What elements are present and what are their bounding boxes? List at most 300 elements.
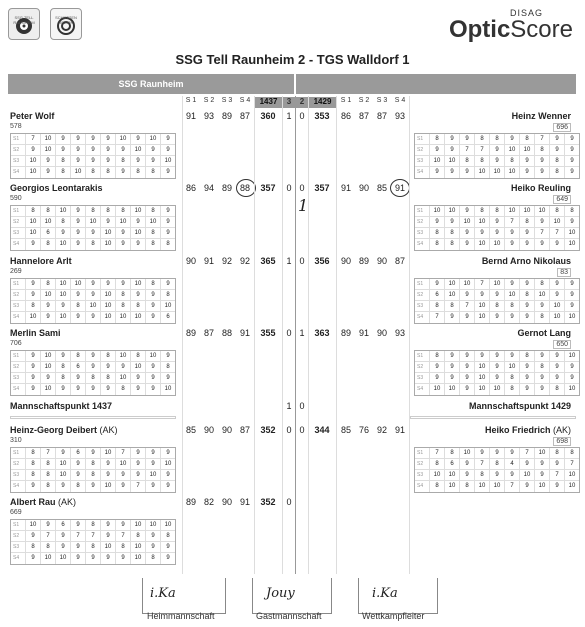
shot-cell: 7 (474, 459, 489, 469)
shot-cell: 10 (549, 217, 564, 227)
club-logo (8, 8, 40, 40)
shot-cell: 10 (444, 206, 459, 216)
shot-cell: 9 (534, 459, 549, 469)
shot-cell: 10 (25, 217, 40, 227)
shot-row (11, 156, 175, 167)
home-total: 352 (260, 425, 276, 435)
shot-cell: 10 (25, 520, 40, 530)
away-points: 0 (299, 111, 305, 121)
shot-cell: 8 (25, 459, 40, 469)
series-label: S3 (417, 158, 424, 164)
home-total: 355 (260, 328, 276, 338)
shot-cell: 10 (130, 542, 145, 552)
hand-circle-mark (236, 179, 256, 197)
shot-cell: 9 (504, 228, 519, 238)
series-label: S4 (13, 169, 20, 175)
shot-cell: 8 (70, 351, 85, 361)
shot-cell: 9 (85, 156, 100, 166)
shot-cell: 9 (160, 206, 175, 216)
shot-cell: 9 (504, 312, 519, 323)
shot-cell: 10 (55, 470, 70, 480)
shot-cell: 7 (534, 228, 549, 238)
series-value: 93 (394, 111, 405, 121)
shot-cell: 9 (160, 470, 175, 480)
shot-cell: 8 (25, 448, 40, 458)
series-label: S3 (13, 375, 20, 381)
shot-cell: 8 (55, 217, 70, 227)
shot-cell: 10 (504, 362, 519, 372)
shot-cell: 9 (429, 217, 444, 227)
shot-row (415, 145, 579, 156)
series-label: S4 (417, 241, 424, 247)
shot-cell: 9 (115, 520, 130, 530)
shot-row (415, 217, 579, 228)
shot-cell: 9 (145, 312, 160, 323)
shot-cell: 10 (70, 279, 85, 289)
shot-cell: 8 (474, 206, 489, 216)
series-value: 90 (340, 256, 351, 266)
shot-cell: 8 (55, 167, 70, 178)
shot-row (415, 384, 579, 395)
shot-cell: 10 (25, 228, 40, 238)
shot-cell: 9 (504, 134, 519, 144)
brand-top: DISAG (509, 8, 543, 18)
shot-cell: 9 (40, 156, 55, 166)
shot-cell: 8 (100, 351, 115, 361)
shot-cell: 9 (25, 145, 40, 155)
shot-cell: 8 (145, 228, 160, 238)
shot-row (11, 206, 175, 217)
shot-cell: 9 (489, 290, 504, 300)
shot-cell: 8 (70, 481, 85, 492)
shot-cell: 10 (534, 481, 549, 492)
shot-cell: 8 (145, 239, 160, 250)
shot-cell: 9 (115, 481, 130, 492)
shot-cell: 10 (489, 384, 504, 395)
shot-cell: 9 (70, 553, 85, 564)
shot-cell: 9 (70, 542, 85, 552)
shot-cell: 9 (549, 481, 564, 492)
shot-cell: 8 (100, 167, 115, 178)
shot-cell: 8 (25, 542, 40, 552)
shot-cell: 8 (115, 384, 130, 395)
shot-cell: 9 (145, 290, 160, 300)
reserve-shooter-name (10, 497, 76, 507)
shot-cell: 4 (504, 459, 519, 469)
shot-cell: 9 (444, 134, 459, 144)
shot-cell: 10 (40, 290, 55, 300)
shot-cell: 8 (25, 470, 40, 480)
away-team-points: 0 (299, 401, 305, 411)
series-value: 82 (203, 497, 214, 507)
shot-cell: 8 (489, 459, 504, 469)
series-label: S4 (417, 314, 424, 320)
shot-cell: 10 (160, 459, 175, 469)
shot-cell: 9 (474, 351, 489, 361)
shot-cell: 8 (489, 134, 504, 144)
shot-cell: 10 (130, 279, 145, 289)
referee-signature-label: Wettkampfleiter (362, 611, 425, 621)
shot-cell: 8 (519, 134, 534, 144)
shot-cell: 9 (40, 520, 55, 530)
series-value: 89 (340, 328, 351, 338)
shot-cell: 6 (160, 312, 175, 323)
series-value: 89 (221, 183, 232, 193)
column-divider (254, 96, 255, 574)
shot-cell: 9 (145, 542, 160, 552)
reserve-shot-grid (10, 519, 176, 565)
shot-row (415, 167, 579, 178)
shot-cell: 9 (100, 470, 115, 480)
home-shot-grid (10, 447, 176, 493)
shot-cell: 10 (40, 384, 55, 395)
shot-row (415, 279, 579, 290)
shot-cell: 8 (25, 301, 40, 311)
shot-row (11, 312, 175, 323)
shot-cell: 10 (564, 470, 579, 480)
shot-cell: 9 (25, 373, 40, 383)
shot-cell: 9 (459, 351, 474, 361)
shot-cell: 7 (115, 531, 130, 541)
shot-cell: 9 (429, 145, 444, 155)
shot-cell: 8 (130, 351, 145, 361)
shot-row (11, 553, 175, 564)
shot-cell: 10 (504, 290, 519, 300)
shot-cell: 9 (130, 290, 145, 300)
shot-cell: 9 (519, 301, 534, 311)
series-value: 86 (185, 183, 196, 193)
shot-cell: 8 (130, 531, 145, 541)
shot-cell: 9 (160, 217, 175, 227)
away-points: 0 (299, 256, 305, 266)
away-total: 363 (314, 328, 330, 338)
shot-cell: 9 (85, 362, 100, 372)
shot-cell: 8 (160, 362, 175, 372)
shot-cell: 9 (130, 156, 145, 166)
shot-cell: 9 (70, 206, 85, 216)
match-title: SSG Tell Raunheim 2 - TGS Walldorf 1 (175, 52, 410, 67)
shot-cell: 9 (70, 373, 85, 383)
shot-cell: 10 (100, 290, 115, 300)
series-value: 90 (221, 497, 232, 507)
home-shooter-id: 578 (10, 123, 22, 130)
shot-cell: 9 (489, 448, 504, 458)
shot-cell: 8 (429, 459, 444, 469)
series-label: S4 (13, 314, 20, 320)
shot-cell: 10 (564, 228, 579, 238)
shot-cell: 9 (70, 459, 85, 469)
shot-cell: 9 (564, 279, 579, 289)
shot-cell: 10 (40, 553, 55, 564)
col-away-total: 1429 (309, 97, 336, 108)
shot-cell: 10 (519, 206, 534, 216)
shot-cell: 9 (564, 301, 579, 311)
series-value: 88 (239, 183, 250, 193)
shot-cell: 10 (55, 290, 70, 300)
shot-cell: 8 (55, 362, 70, 372)
shot-cell: 9 (459, 312, 474, 323)
shot-cell: 9 (70, 470, 85, 480)
shot-cell: 10 (534, 290, 549, 300)
series-label: S3 (417, 375, 424, 381)
shot-cell: 9 (25, 290, 40, 300)
home-shooter-tag: (AK) (99, 425, 118, 435)
shot-cell: 9 (160, 145, 175, 155)
home-shooter-id: 310 (10, 437, 22, 444)
shot-cell: 10 (55, 279, 70, 289)
shot-cell: 8 (40, 239, 55, 250)
shot-cell: 9 (534, 373, 549, 383)
shot-cell: 7 (564, 459, 579, 469)
shot-cell: 9 (519, 156, 534, 166)
shot-cell: 10 (100, 481, 115, 492)
col-home-points: 3 (283, 97, 295, 108)
shot-cell: 7 (534, 134, 549, 144)
series-label: S3 (13, 158, 20, 164)
shot-cell: 7 (429, 312, 444, 323)
shot-cell: 8 (459, 156, 474, 166)
shot-cell: 7 (459, 301, 474, 311)
home-team-points-label: Mannschaftspunkt 1437 (10, 401, 113, 411)
shot-cell: 10 (444, 481, 459, 492)
series-label: S4 (13, 241, 20, 247)
series-label: S4 (13, 555, 20, 561)
shot-cell: 8 (429, 228, 444, 238)
shot-cell: 9 (100, 520, 115, 530)
shot-row (11, 362, 175, 373)
shot-cell: 8 (55, 373, 70, 383)
col-home-s2: S 2 (203, 97, 215, 104)
shot-row (11, 167, 175, 178)
series-label: S4 (13, 483, 20, 489)
shot-cell: 9 (70, 134, 85, 144)
shot-cell: 9 (100, 156, 115, 166)
shot-cell: 9 (519, 384, 534, 395)
series-value: 87 (239, 111, 250, 121)
shot-cell: 9 (40, 167, 55, 178)
shot-cell: 10 (145, 470, 160, 480)
shot-cell: 9 (444, 312, 459, 323)
series-value: 87 (358, 111, 369, 121)
col-home-s4: S 4 (239, 97, 251, 104)
series-label: S1 (13, 136, 20, 142)
col-home-total: 1437 (255, 97, 282, 108)
shot-cell: 9 (564, 290, 579, 300)
away-shooter-name: Heiko Reuling (510, 183, 571, 193)
shot-cell: 9 (85, 290, 100, 300)
shot-cell: 9 (504, 351, 519, 361)
away-shot-grid (414, 205, 580, 251)
shot-row (415, 362, 579, 373)
shot-cell: 10 (459, 279, 474, 289)
shot-cell: 8 (549, 156, 564, 166)
shot-cell: 10 (40, 362, 55, 372)
shot-cell: 10 (145, 134, 160, 144)
shot-cell: 8 (504, 301, 519, 311)
shot-cell: 9 (504, 239, 519, 250)
series-value: 91 (239, 497, 250, 507)
series-value: 91 (203, 256, 214, 266)
shot-cell: 9 (519, 239, 534, 250)
shot-cell: 10 (100, 239, 115, 250)
shot-cell: 8 (40, 459, 55, 469)
shot-cell: 9 (145, 531, 160, 541)
shot-cell: 9 (145, 156, 160, 166)
shot-cell: 8 (130, 167, 145, 178)
shot-cell: 10 (25, 156, 40, 166)
reserve-shooter-tag: (AK) (58, 497, 77, 507)
shot-cell: 9 (160, 448, 175, 458)
home-shot-grid (10, 205, 176, 251)
shot-cell: 9 (489, 470, 504, 480)
home-points: 0 (286, 425, 292, 435)
shot-cell: 7 (549, 470, 564, 480)
shot-cell: 8 (549, 448, 564, 458)
away-total: 356 (314, 256, 330, 266)
shot-cell: 8 (40, 206, 55, 216)
shot-cell: 10 (160, 156, 175, 166)
shot-cell: 10 (444, 279, 459, 289)
shot-cell: 9 (160, 228, 175, 238)
away-shooter-tag: (AK) (553, 425, 571, 435)
series-label: S2 (13, 292, 20, 298)
series-label: S2 (417, 219, 424, 225)
shot-cell: 9 (55, 531, 70, 541)
shot-cell: 9 (564, 134, 579, 144)
series-label: S2 (417, 364, 424, 370)
series-value: 93 (394, 328, 405, 338)
shot-cell: 9 (85, 228, 100, 238)
shot-cell: 10 (489, 239, 504, 250)
shot-cell: 9 (534, 301, 549, 311)
shot-cell: 9 (519, 167, 534, 178)
shot-cell: 10 (160, 384, 175, 395)
series-value: 92 (221, 256, 232, 266)
shot-cell: 9 (85, 145, 100, 155)
shot-cell: 9 (564, 373, 579, 383)
shot-cell: 10 (40, 351, 55, 361)
shot-cell: 10 (474, 384, 489, 395)
shot-cell: 10 (115, 217, 130, 227)
shot-cell: 10 (25, 167, 40, 178)
shot-cell: 10 (160, 520, 175, 530)
home-shot-grid (10, 350, 176, 396)
away-points: 0 (299, 425, 305, 435)
shot-cell: 8 (40, 542, 55, 552)
home-shooter-id: 706 (10, 340, 22, 347)
shot-cell: 9 (130, 239, 145, 250)
column-divider (336, 96, 337, 574)
shot-cell: 9 (130, 448, 145, 458)
shot-cell: 7 (130, 481, 145, 492)
col-away-points: 2 (296, 97, 308, 108)
shot-row (11, 481, 175, 492)
shot-cell: 10 (474, 362, 489, 372)
shot-cell: 9 (85, 134, 100, 144)
shot-cell: 8 (519, 351, 534, 361)
shot-cell: 9 (549, 362, 564, 372)
shot-row (11, 217, 175, 228)
shot-cell: 9 (474, 290, 489, 300)
series-value: 85 (185, 425, 196, 435)
series-value: 87 (376, 111, 387, 121)
home-points: 0 (286, 183, 292, 193)
shot-cell: 10 (115, 312, 130, 323)
shot-cell: 9 (459, 384, 474, 395)
shot-cell: 9 (85, 312, 100, 323)
shot-cell: 8 (25, 206, 40, 216)
brand-light: Score (510, 16, 573, 43)
shot-cell: 9 (70, 520, 85, 530)
shot-cell: 9 (489, 312, 504, 323)
shot-cell: 7 (519, 448, 534, 458)
shot-cell: 10 (100, 448, 115, 458)
shot-row (11, 448, 175, 459)
shot-cell: 8 (474, 470, 489, 480)
guest-signature: Jouy (266, 586, 295, 601)
series-value: 90 (358, 183, 369, 193)
column-divider (282, 96, 283, 574)
series-label: S2 (13, 533, 20, 539)
shot-cell: 9 (564, 217, 579, 227)
shot-cell: 9 (459, 134, 474, 144)
shot-row (11, 301, 175, 312)
series-value: 91 (394, 425, 405, 435)
shot-cell: 9 (474, 448, 489, 458)
shot-row (11, 145, 175, 156)
shot-cell: 8 (489, 206, 504, 216)
series-label: S1 (417, 136, 424, 142)
away-total: 344 (314, 425, 330, 435)
away-shot-grid (414, 350, 580, 396)
shot-cell: 9 (115, 145, 130, 155)
shot-cell: 6 (40, 228, 55, 238)
shot-cell: 9 (55, 228, 70, 238)
referee-signature: i.Ka (372, 586, 398, 601)
hand-correction-mark: 1 (298, 196, 309, 215)
shot-cell: 8 (519, 290, 534, 300)
shot-cell: 10 (40, 134, 55, 144)
shot-cell: 10 (40, 217, 55, 227)
col-home-s1: S 1 (185, 97, 197, 104)
shot-cell: 8 (70, 301, 85, 311)
shot-cell: 9 (100, 459, 115, 469)
shot-cell: 9 (519, 312, 534, 323)
shot-cell: 10 (115, 459, 130, 469)
home-shooter-name-text: Heinz-Georg Deibert (10, 425, 98, 435)
shot-cell: 9 (25, 362, 40, 372)
series-value: 91 (358, 328, 369, 338)
shot-cell: 10 (40, 145, 55, 155)
shot-cell: 8 (564, 206, 579, 216)
shot-row (415, 228, 579, 239)
shot-cell: 9 (40, 312, 55, 323)
shot-cell: 10 (85, 301, 100, 311)
shot-cell: 7 (474, 279, 489, 289)
shot-cell: 9 (130, 373, 145, 383)
shot-row (11, 290, 175, 301)
shot-cell: 6 (429, 290, 444, 300)
shot-cell: 8 (504, 373, 519, 383)
shot-cell: 9 (145, 459, 160, 469)
shot-cell: 10 (115, 373, 130, 383)
shot-cell: 9 (474, 228, 489, 238)
shot-cell: 8 (145, 279, 160, 289)
shot-cell: 10 (474, 481, 489, 492)
shot-row (415, 206, 579, 217)
shot-cell: 9 (25, 351, 40, 361)
series-label: S3 (13, 544, 20, 550)
